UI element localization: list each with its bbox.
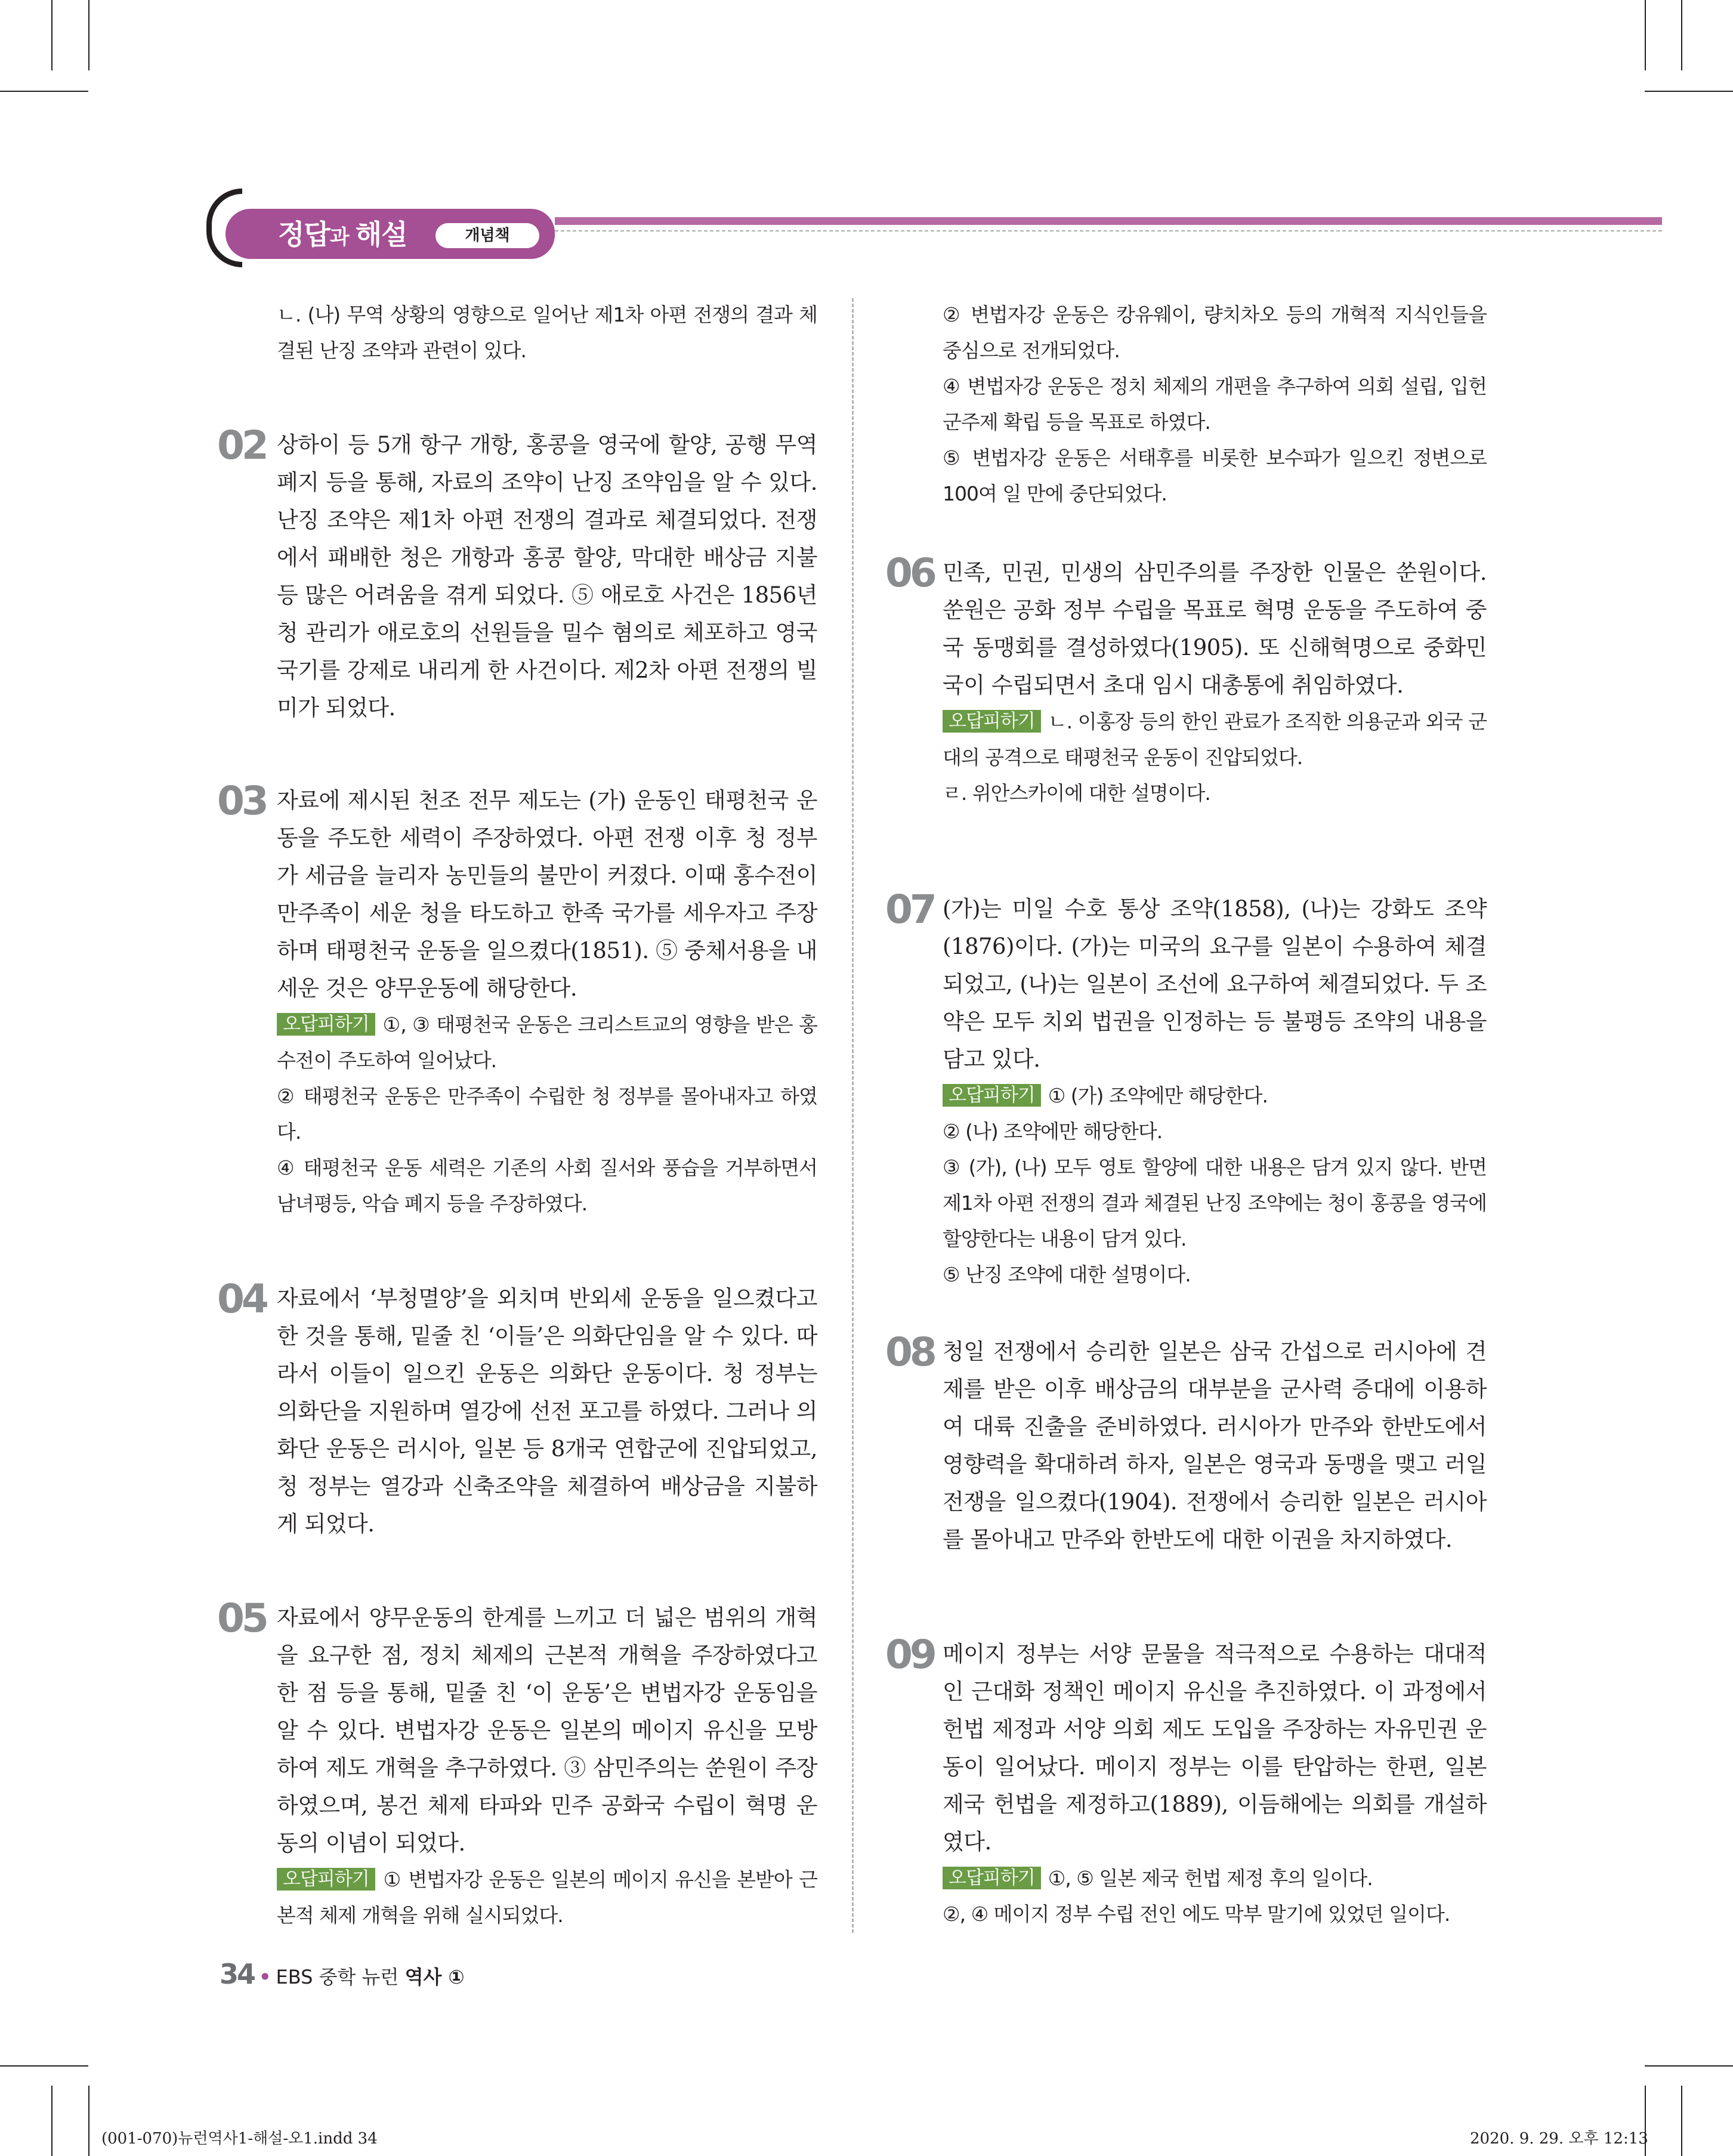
question-number: 08 — [885, 1329, 934, 1375]
wrong-answer-note — [277, 1007, 817, 1079]
crop-mark — [1645, 0, 1646, 70]
title-rest: 해설 — [355, 218, 407, 251]
crop-mark — [51, 0, 52, 70]
wrong-answer-note — [943, 1861, 1487, 1896]
question-number: 04 — [217, 1276, 266, 1322]
answer-02 — [217, 422, 818, 727]
wrong-answer-badge: 오답피하기 — [943, 1867, 1041, 1889]
crop-mark — [88, 0, 89, 70]
question-number: 02 — [217, 422, 266, 468]
header-dotted-line — [555, 230, 1662, 231]
answer-05 — [217, 1595, 817, 1933]
note-text: ①, ⑤ 일본 제국 헌법 제정 후의 일이다. — [1048, 1867, 1373, 1890]
wrong-answer-badge: 오답피하기 — [277, 1013, 375, 1036]
print-slug-date: 2020. 9. 29. 오후 12:13 — [1470, 2130, 1648, 2148]
crop-mark — [0, 91, 88, 92]
crop-mark — [1681, 2086, 1682, 2156]
question-number: 03 — [217, 778, 266, 824]
right-intro-notes — [943, 297, 1487, 512]
crop-mark — [1681, 0, 1682, 70]
crop-mark — [51, 2086, 52, 2156]
title-main: 정답 — [278, 218, 330, 251]
answer-03 — [217, 778, 817, 1222]
title-small: 과 — [329, 226, 356, 249]
answer-06 — [885, 550, 1487, 811]
section-tag: 개념책 — [435, 223, 539, 248]
crop-mark — [88, 2086, 89, 2156]
note-text: ① 변법자강 운동은 일본의 메이지 유신을 본받아 근본적 체제 개혁을 위해 실시되었다. — [277, 1868, 817, 1927]
note-text: ④ 태평천국 운동 세력은 기존의 사회 질서와 풍습을 거부하면서 남녀평등, 악습 폐지 등을 주장하였다. — [277, 1156, 817, 1215]
answer-07 — [885, 887, 1487, 1293]
note-text: ② 변법자강 운동은 캉유웨이, 량치차오 등의 개혁적 지식인들을 중심으로 전개되었다. — [943, 303, 1487, 362]
section-title — [278, 215, 407, 254]
note-text: ③ (가), (나) 모두 영토 할양에 대한 내용은 담겨 있지 않다. 반면 제1차 아편 전쟁의 결과 체결된 난징 조약에는 청이 홍콩을 영국에 할양한다는 내용이 담겨 있다. — [943, 1156, 1487, 1250]
note-text: ㄴ. 이홍장 등의 한인 관료가 조직한 의용군과 외국 군대의 공격으로 태평천국 운동이 진압되었다. — [943, 710, 1487, 769]
header-rule — [555, 217, 1662, 225]
note-text: ⑤ 변법자강 운동은 서태후를 비롯한 보수파가 일으킨 정변으로 100여 일 만에 중단되었다. — [943, 446, 1487, 505]
note-text: ② 태평천국 운동은 만주족이 수립한 청 정부를 몰아내자고 하였다. — [277, 1085, 817, 1144]
note-text: ① (가) 조약에만 해당한다. — [1048, 1084, 1268, 1107]
explanation-text: 자료에서 ‘부청멸양’을 외치며 반외세 운동을 일으켰다고 한 것을 통해, 밑줄 친 ‘이들’은 의화단임을 알 수 있다. 따라서 이들이 일으킨 운동은 의화단 운동이다. 청 정부는 의화단을 지원하며 열강에 선전 포고를 하였다. 그러나 의화단 운동은 러시아, 일본 등 8개국 연합군에 진압되었고, 청 정부는 열강과 신축조약을 체결하여 배상금을 지불하게 되었다. — [277, 1286, 817, 1537]
crop-mark — [1645, 91, 1733, 92]
subject-title: 역사 ① — [404, 1966, 465, 1988]
bullet-icon: • — [259, 1966, 271, 1988]
note-text: ②, ④ 메이지 정부 수립 전인 에도 막부 말기에 있었던 일이다. — [943, 1902, 1450, 1926]
column-divider — [852, 298, 854, 1933]
explanation-text: 자료에서 양무운동의 한계를 느끼고 더 넓은 범위의 개혁을 요구한 점, 정치 체제의 근본적 개혁을 주장하였다고 한 점 등을 통해, 밑줄 친 ‘이 운동’은 변법자강 운동임을 알 수 있다. 변법자강 운동은 일본의 메이지 유신을 모방하여 제도 개혁을 추구하였다. ③ 삼민주의는 쑨원이 주장하였으며, 봉건 체제 타파와 민주 공화국 수립이 혁명 운동의 이념이 되었다. — [277, 1605, 817, 1856]
answer-04 — [217, 1276, 817, 1543]
crop-mark — [0, 2065, 88, 2067]
question-number: 09 — [885, 1632, 934, 1678]
wrong-answer-note — [943, 1078, 1487, 1114]
header-bracket — [206, 189, 242, 267]
wrong-answer-note — [943, 704, 1487, 776]
question-number: 06 — [885, 550, 934, 596]
page-number: 34 — [220, 1958, 255, 1990]
explanation-text: 청일 전쟁에서 승리한 일본은 삼국 간섭으로 러시아에 견제를 받은 이후 배상금의 대부분을 군사력 증대에 이용하여 대륙 진출을 준비하였다. 러시아가 만주와 한반도에서 영향력을 확대하려 하자, 일본은 영국과 동맹을 맺고 러일 전쟁을 일으켰다(1904). 전쟁에서 승리한 일본은 러시아를 몰아내고 만주와 한반도에 대한 이권을 차지하였다. — [943, 1339, 1487, 1552]
page-footer — [220, 1958, 465, 1990]
question-number: 07 — [885, 887, 934, 932]
wrong-answer-badge: 오답피하기 — [277, 1868, 375, 1891]
note-text: ㄴ. (나) 무역 상황의 영향으로 일어난 제1차 아편 전쟁의 결과 체결된 난징 조약과 관련이 있다. — [277, 303, 817, 362]
note-text: ㄹ. 위안스카이에 대한 설명이다. — [943, 782, 1210, 805]
wrong-answer-badge: 오답피하기 — [943, 1084, 1041, 1107]
note-text: ④ 변법자강 운동은 정치 체제의 개편을 추구하여 의회 설립, 입헌 군주제 확립 등을 목표로 하였다. — [943, 375, 1487, 434]
note-text: ② (나) 조약에만 해당한다. — [943, 1120, 1163, 1143]
explanation-text: 상하이 등 5개 항구 개항, 홍콩을 영국에 할양, 공행 무역 폐지 등을 통해, 자료의 조약이 난징 조약임을 알 수 있다. 난징 조약은 제1차 아편 전쟁의 결과로 체결되었다. 전쟁에서 패배한 청은 개항과 홍콩 할양, 막대한 배상금 지불 등 많은 어려움을 겪게 되었다. ⑤ 애로호 사건은 1856년 청 관리가 애로호의 선원들을 밀수 혐의로 체포하고 영국 국기를 강제로 내리게 한 사건이다. 제2차 아편 전쟁의 빌미가 되었다. — [277, 432, 818, 721]
print-slug-file: (001-070)뉴런역사1-해설-오1.indd 34 — [101, 2130, 378, 2148]
note-text: ①, ③ 태평천국 운동은 크리스트교의 영향을 받은 홍수전이 주도하여 일어났다. — [277, 1013, 817, 1072]
wrong-answer-note — [277, 1862, 817, 1933]
answer-08 — [885, 1329, 1487, 1558]
question-number: 05 — [217, 1595, 266, 1641]
note-text: ⑤ 난징 조약에 대한 설명이다. — [943, 1263, 1191, 1286]
book-title: EBS 중학 뉴런 — [276, 1966, 405, 1988]
explanation-text: 메이지 정부는 서양 문물을 적극적으로 수용하는 대대적인 근대화 정책인 메이지 유신을 추진하였다. 이 과정에서 헌법 제정과 서양 의회 제도 도입을 주장하는 자유민권 운동이 일어났다. 메이지 정부는 이를 탄압하는 한편, 일본 제국 헌법을 제정하고(1889), 이듬해에는 의회를 개설하였다. — [943, 1641, 1487, 1855]
explanation-text: (가)는 미일 수호 통상 조약(1858), (나)는 강화도 조약(1876)이다. (가)는 미국의 요구를 일본이 수용하여 체결되었고, (나)는 일본이 조선에 요구하여 체결되었다. 두 조약은 모두 치외 법권을 인정하는 등 불평등 조약의 내용을 담고 있다. — [943, 896, 1487, 1072]
explanation-text: 자료에 제시된 천조 전무 제도는 (가) 운동인 태평천국 운동을 주도한 세력이 주장하였다. 아편 전쟁 이후 청 정부가 세금을 늘리자 농민들의 불만이 커졌다. 이때 홍수전이 만주족이 세운 청을 타도하고 한족 국가를 세우자고 주장하며 태평천국 운동을 일으켰다(1851). ⑤ 중체서용을 내세운 것은 양무운동에 해당한다. — [277, 787, 817, 1001]
left-intro-note — [277, 297, 817, 369]
wrong-answer-badge: 오답피하기 — [943, 710, 1041, 733]
answer-09 — [885, 1632, 1487, 1932]
explanation-text: 민족, 민권, 민생의 삼민주의를 주장한 인물은 쑨원이다. 쑨원은 공화 정부 수립을 목표로 혁명 운동을 주도하여 중국 동맹회를 결성하였다(1905). 또 신해혁명으로 중화민국이 수립되면서 초대 임시 대총통에 취임하였다. — [943, 560, 1487, 698]
crop-mark — [1645, 2065, 1733, 2067]
